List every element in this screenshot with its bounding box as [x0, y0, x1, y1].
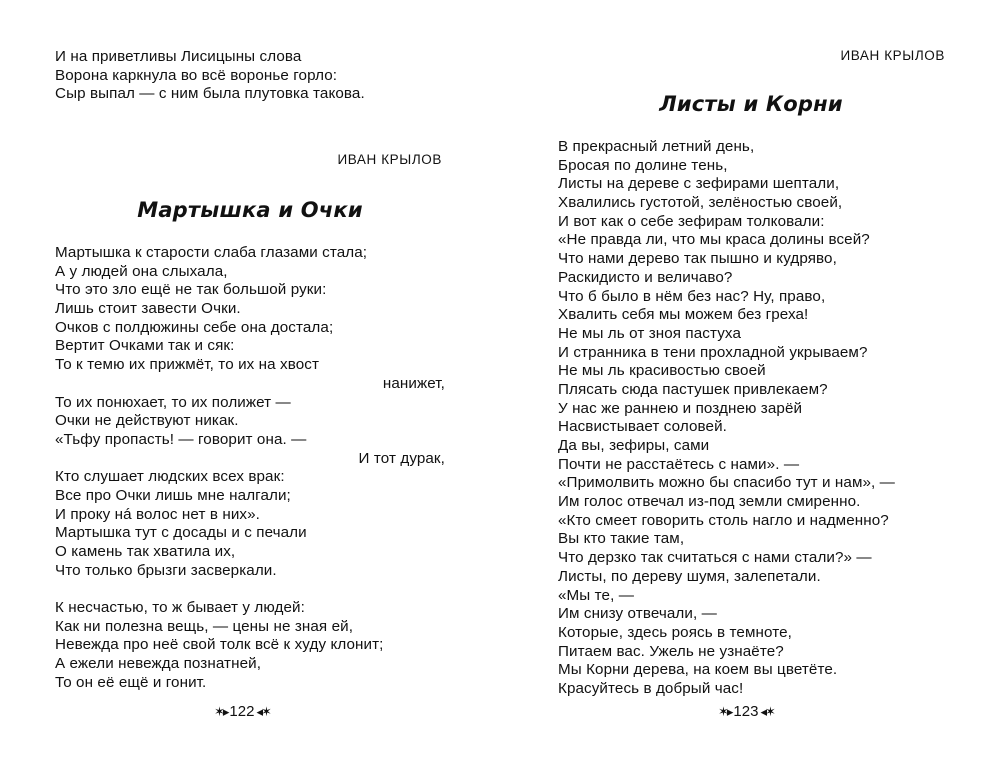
verse-line: Очки не действуют никак. — [55, 412, 239, 430]
verse-line: А ежели невежда познатней, — [55, 655, 262, 673]
verse-line: Лишь стоит завести Очки. — [55, 300, 241, 318]
verse-line: Листы на дереве с зефирами шептали, — [558, 175, 840, 193]
verse-line: Почти не расстаётесь с нами». — — [558, 455, 800, 473]
verse-line: У нас же раннею и позднею зарёй — [558, 399, 803, 417]
left-poem-title: Мартышка и Очки — [137, 198, 363, 222]
verse-line: Красуйтесь в добрый час! — [558, 679, 744, 697]
verse-line: Питаем вас. Ужель не узнаёте? — [558, 642, 784, 660]
verse-line: Невежда про неё свой толк всё к худу клонит; — [55, 636, 384, 654]
verse-line: Как ни полезна вещь, — цены не зная ей, — [55, 617, 354, 635]
left-author: ИВАН КРЫЛОВ — [337, 152, 442, 167]
verse-line: О камень так хватила их, — [55, 543, 236, 560]
verse-line: К несчастью, то ж бывает у людей: — [55, 599, 305, 616]
ornament-icon — [718, 705, 731, 718]
verse-line: Да вы, зефиры, сами — [558, 437, 710, 454]
ornament-icon — [214, 705, 227, 718]
verse-line: Мартышка к старости слаба глазами стала; — [55, 244, 368, 261]
verse-line: Бросая по долине тень, — [558, 156, 728, 174]
verse-line: И вот как о себе зефирам толковали: — [558, 212, 825, 230]
verse-line-continuation: И тот дурак, — [358, 449, 445, 467]
verse-line: И странника в тени прохладной укрываем? — [558, 343, 868, 361]
verse-line: В прекрасный летний день, — [558, 138, 755, 155]
verse-line: «Тьфу пропасть! — говорит она. — — [55, 430, 307, 448]
verse-line: А у людей она слыхала, — [55, 262, 228, 280]
right-verse — [558, 138, 948, 699]
verse-line: Не мы ль от зноя пастуха — [558, 324, 741, 342]
verse-line: Им голос отвечал из-под земли смиренно. — [558, 493, 861, 511]
verse-line: Ворона каркнула во всё воронье горло: — [55, 66, 338, 84]
verse-line: «Не правда ли, что мы краса долины всей? — [558, 231, 870, 249]
verse-line: Раскидисто и величаво? — [558, 268, 733, 286]
verse-line: И на приветливы Лисицыны слова — [55, 48, 302, 65]
left-page-number — [214, 703, 270, 720]
verse-line: Не мы ль красивостью своей — [558, 362, 766, 380]
right-page — [500, 0, 1000, 768]
verse-line: Все про Очки лишь мне налгали; — [55, 486, 291, 504]
ornament-icon — [256, 705, 269, 718]
page-number-text: 123 — [733, 703, 759, 720]
verse-line: То их понюхает, то их полижет — — [55, 393, 291, 411]
verse-line: Что нами дерево так пышно и кудряво, — [558, 250, 837, 268]
verse-line: И проку нá волос нет в них». — [55, 505, 260, 523]
verse-line: Вертит Очками так и сяк: — [55, 337, 235, 355]
verse-line: «Примолвить можно бы спасибо тут и нам», — — [558, 474, 895, 492]
right-page-number — [718, 703, 774, 720]
verse-line: Им снизу отвечали, — — [558, 605, 717, 623]
verse-line: Мартышка тут с досады и с печали — [55, 524, 307, 542]
left-verse-stanza-1 — [55, 244, 445, 580]
verse-line: Что только брызги засверкали. — [55, 561, 277, 579]
left-top-verse — [55, 48, 445, 104]
verse-line: «Мы те, — — [558, 586, 634, 604]
verse-line: Сыр выпал — с ним была плутовка такова. — [55, 85, 365, 103]
verse-line: Вы кто такие там, — [558, 530, 685, 548]
verse-line: Хвалились густотой, зелёностью своей, — [558, 194, 843, 212]
right-author: ИВАН КРЫЛОВ — [840, 48, 945, 63]
verse-line: Что б было в нём без нас? Ну, право, — [558, 287, 826, 305]
verse-line: Которые, здесь роясь в темноте, — [558, 623, 792, 641]
verse-line: Кто слушает людских всех врак: — [55, 468, 285, 486]
verse-line: То он её ещё и гонит. — [55, 673, 207, 691]
verse-line: Мы Корни дерева, на коем вы цветёте. — [558, 661, 838, 679]
verse-line: Листы, по дереву шумя, залепетали. — [558, 567, 821, 585]
ornament-icon — [760, 705, 773, 718]
verse-line: Насвистывает соловей. — [558, 418, 727, 436]
verse-line: Плясать сюда пастушек привлекаем? — [558, 380, 828, 398]
verse-line: Хвалить себя мы можем без греха! — [558, 306, 809, 324]
right-poem-title: Листы и Корни — [659, 92, 843, 116]
verse-line: Очков с полдюжины себе она достала; — [55, 318, 334, 336]
verse-line: То к темю их прижмёт, то их на хвост — [55, 356, 320, 374]
verse-line: Что дерзко так считаться с нами стали?» — — [558, 549, 872, 567]
verse-line: «Кто смеет говорить столь нагло и надменно? — [558, 511, 889, 529]
left-verse-stanza-2 — [55, 599, 445, 692]
verse-line: Что это зло ещё не так большой руки: — [55, 281, 327, 299]
verse-line-continuation: нанижет, — [382, 374, 445, 392]
page-number-text: 122 — [229, 703, 255, 720]
